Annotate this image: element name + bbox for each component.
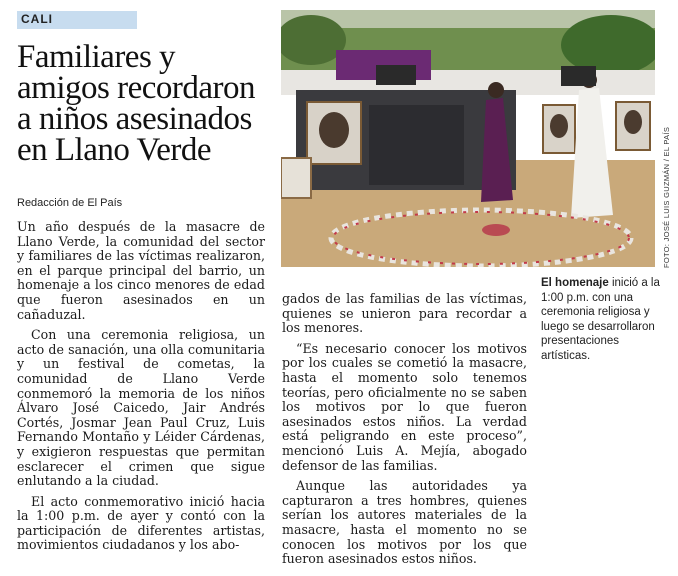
paragraph: gados de las familias de las víctimas, quienes se unieron para recordar a los menores. bbox=[282, 291, 527, 336]
paragraph: “Es necesario conocer los motivos por los cuales se cometió la masacre, hasta el momento solo tenemos teorías, pero oficialmente no se saben los motivos por lo que fueron asesinados estos niños. La verdad está peligrando en este proceso”, mencionó Luis A. Mejía, abogado defensor de las familias. bbox=[282, 340, 527, 473]
paragraph: Con una ceremonia religiosa, un acto de sanación, una olla comunitaria y un festival de cometas, la comunidad de Llano Verde conmemoró la memoria de los niños Álvaro José Caicedo, Jair Andrés Cortés, Josmar Jean Paul Cruz, Luis Fernando Montaño y Léider Cárdenas, y exigieron respuestas que permitan esclarecer el crimen que sigue enlutando a la ciudad. bbox=[17, 327, 265, 489]
headline: Familiares y amigos recordaron a niños asesinados en Llano Verde bbox=[17, 39, 255, 168]
section-tag bbox=[17, 11, 137, 29]
caption-lead: El homenaje bbox=[541, 277, 609, 289]
paragraph: Un año después de la masacre de Llano Verde, la comunidad del sector y familiares de las víctimas realizaron, en el parque principal del barrio, un homenaje a los cinco menores de edad que fueron asesinados en un cañaduzal. bbox=[17, 219, 265, 322]
byline: Redacción de El País bbox=[17, 197, 123, 209]
ceremony-photo bbox=[281, 10, 655, 267]
paragraph: El acto conmemorativo inició hacia la 1:00 p.m. de ayer y contó con la participación de diferentes artistas, movimientos ciudadanos y los abo- bbox=[17, 493, 265, 553]
paragraph: Aunque las autoridades ya capturaron a tres hombres, quienes serían los autores materiales de la masacre, hasta el momento no se conocen los motivos por los que fueron asesinados estos niños. bbox=[282, 478, 527, 567]
body-column-2 bbox=[282, 292, 527, 573]
photo-credit: FOTO: JOSÉ LUIS GUZMÁN / EL PAÍS bbox=[662, 126, 671, 268]
caption-body: inició a la 1:00 p.m. con una ceremonia religiosa y luego se desarrollaron presentaciones artísticas. bbox=[541, 277, 660, 362]
section-label: CALI bbox=[21, 12, 53, 26]
body-column-1 bbox=[17, 220, 265, 559]
photo-caption bbox=[541, 276, 663, 363]
